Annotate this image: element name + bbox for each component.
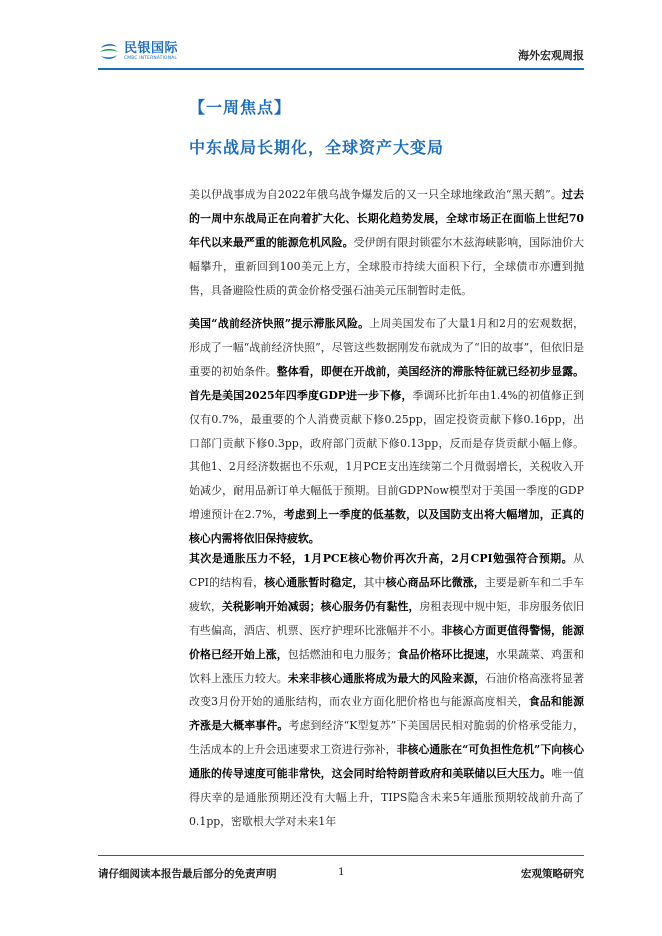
article-subtitle: 中东战局长期化，全球资产大变局 xyxy=(189,138,445,157)
bold-text-run: 整体看，即便在开战前，美国经济的滞胀特征就已经初步显露。首先是美国2025年四季度GDP进一步下修， xyxy=(189,364,584,402)
footer-disclaimer: 请仔细阅读本报告最后部分的免责声明 xyxy=(98,868,277,880)
text-run: 从CPI的结构看， xyxy=(189,552,584,589)
footer-department: 宏观策略研究 xyxy=(521,868,584,880)
page-number: 1 xyxy=(338,866,345,878)
bold-text-run: 食品价格环比提速， xyxy=(397,647,497,661)
footer-divider xyxy=(98,855,584,856)
section-title: 【一周焦点】 xyxy=(189,98,292,117)
header-divider xyxy=(98,68,584,70)
bold-text-run: 食品和能源齐涨是大概率事件。 xyxy=(189,695,584,733)
company-logo xyxy=(98,38,178,66)
text-run: 受伊朗有限封锁霍尔木兹海峡影响，国际油价大幅攀升，重新回到100美元上方，全球股市持续大面积下行，全球债市亦遭到抛售，具备避险性质的黄金价格受强石油美元压制暂时走低。 xyxy=(189,235,584,297)
text-run: 考虑到经济“K型复苏”下美国居民相对脆弱的价格承受能力，生活成本的上升会迅速要求工资进行弥补， xyxy=(189,719,584,757)
text-run: 唯一值得庆幸的是通胀预期还没有大幅上升，TIPS隐含未来5年通胀预期较战前升高了0.1pp，密歇根大学对未来1年 xyxy=(189,767,584,828)
bold-text-run: 非核心通胀在“可负担性危机”下向核心通胀的传导速度可能非常快，这会同时给特朗普政府和美联储以巨大压力。 xyxy=(189,743,584,781)
bold-text-run: 非核心方面更值得警惕，能源价格已经开始上涨， xyxy=(189,623,584,661)
logo-icon xyxy=(98,42,120,62)
bold-text-run: 核心商品环比微涨， xyxy=(385,575,485,589)
paragraph-3 xyxy=(189,547,584,834)
bold-text-run: 考虑到上一季度的低基数，以及国防支出将大幅增加，正真的核心内需将依旧保持疲软。 xyxy=(189,508,584,546)
paragraph-2 xyxy=(189,312,584,551)
bold-text-run: 核心通胀暂时稳定， xyxy=(264,575,364,589)
paragraph-1 xyxy=(189,183,584,303)
page-header xyxy=(98,38,584,68)
bold-text-run: 其次是通胀压力不轻，1月PCE核心物价再次升高，2月CPI勉强符合预期。 xyxy=(189,552,574,565)
report-name: 海外宏观周报 xyxy=(518,49,584,62)
logo-chinese-name: 民银国际 xyxy=(124,41,179,57)
bold-text-run: 美国“战前经济快照”提示滞胀风险。 xyxy=(189,317,370,330)
text-run: 包括燃油和电力服务； xyxy=(287,647,398,661)
text-run: 房租表现中规中矩，非房服务依旧有些偏高，酒店、机票、医疗护理环比涨幅并不小。 xyxy=(189,599,584,637)
text-run: 石油价格高涨将显著改变3月份开始的通胀结构，而农业方面化肥价格也与能源高度相关， xyxy=(189,671,584,709)
text-run: 季调环比折年由1.4%的初值修正到仅有0.7%，最重要的个人消费贡献下修0.25pp，固定投资贡献下修0.16pp，出口部门贡献下修0.3pp，政府部门贡献下修0.13pp，反而是存货贡献小幅上修。其他1、2月经济数据也不乐观，1月PCE支出连续第二个月微弱增长，关税收入开始减少，耐用品新订单大幅低于预期。目前GDPNow模型对于美国一季度的GDP增速预计在2.7%， xyxy=(189,388,585,522)
bold-text-run: 未来非核心通胀将成为最大的风险来源， xyxy=(287,671,486,685)
text-run: 主要是新车和二手车疲软， xyxy=(189,575,584,613)
logo-english-name: CMBC INTERNATIONAL xyxy=(124,56,178,62)
bold-text-run: 关税影响开始减弱；核心服务仍有黏性， xyxy=(221,599,420,613)
text-run: 水果蔬菜、鸡蛋和饮料上涨压力较大。 xyxy=(189,647,584,685)
text-run: 美以伊战事成为自2022年俄乌战争爆发后的又一只全球地缘政治“黑天鹅”。 xyxy=(189,188,562,201)
bold-text-run: 过去的一周中东战局正在向着扩大化、长期化趋势发展，全球市场正在面临上世纪70年代以来最严重的能源危机风险。 xyxy=(189,188,584,249)
text-run: 其中 xyxy=(363,575,386,589)
text-run: 上周美国发布了大量1月和2月的宏观数据，形成了一幅“战前经济快照”，尽管这些数据刚发布就成为了“旧的故事”，但依旧是重要的初始条件。 xyxy=(189,317,584,378)
